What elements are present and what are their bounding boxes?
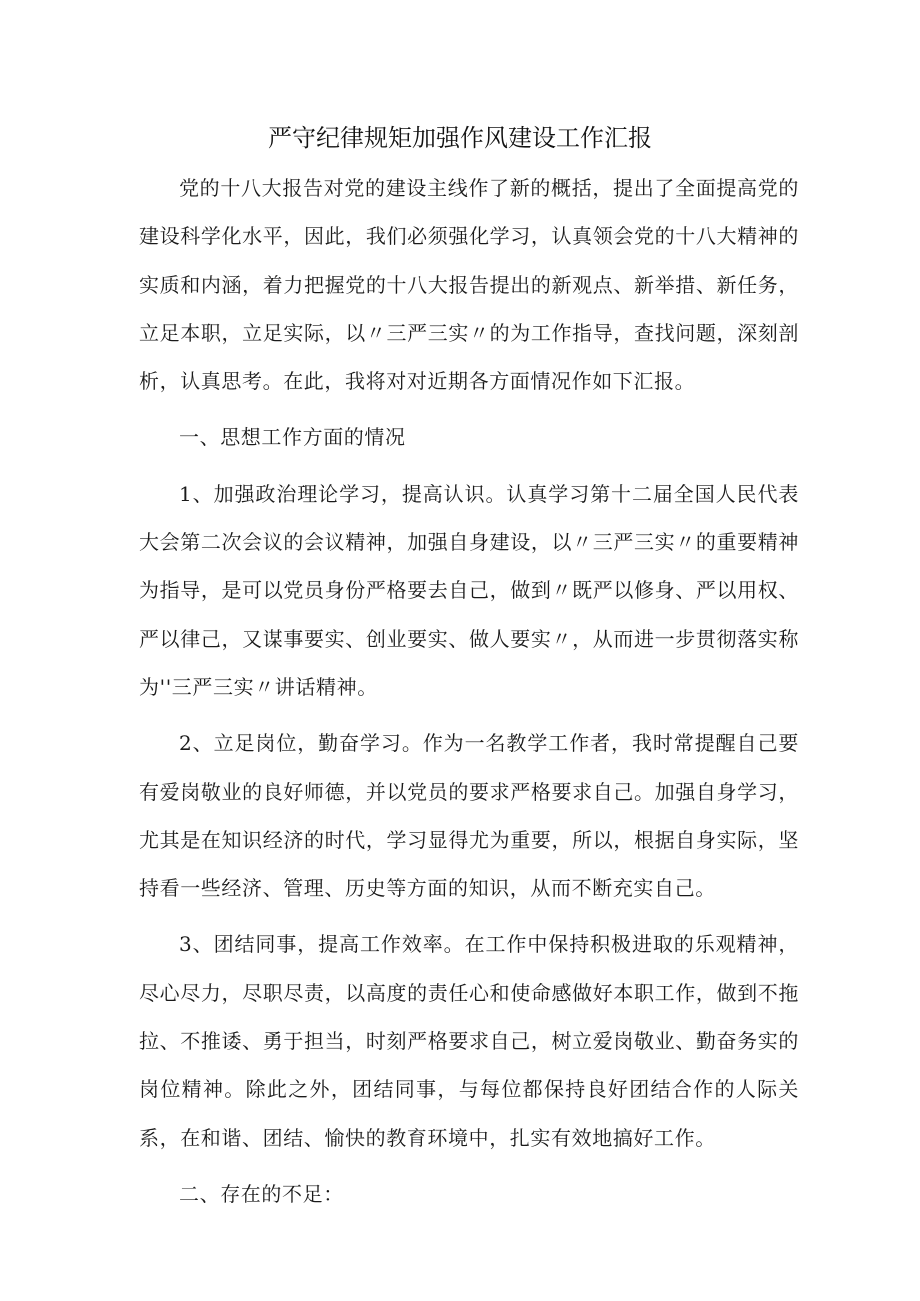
section1-item-1: 1、加强政治理论学习，提高认识。认真学习第十二届全国人民代表大会第二次会议的会议精神，加强自身建设，以〃三严三实〃的重要精神为指导，是可以党员身份严格要去自己，做到〃既严以修身、严以用权、严以律己，又谋事要实、创业要实、做人要实〃，从而进一步贯彻落实称为''三严三实〃讲话精神。 — [139, 481, 799, 699]
intro-paragraph: 党的十八大报告对党的建设主线作了新的概括，提出了全面提高党的建设科学化水平，因此，我们必须强化学习，认真领会党的十八大精神的实质和内涵，着力把握党的十八大报告提出的新观点、新举措、新任务，立足本职，立足实际，以〃三严三实〃的为工作指导，查找问题，深刻剖析，认真思考。在此，我将对对近期各方面情况作如下汇报。 — [139, 176, 799, 394]
document-title: 严守纪律规矩加强作风建设工作汇报 — [268, 124, 652, 152]
document-body — [139, 164, 799, 1218]
section1-item-2: 2、立足岗位，勤奋学习。作为一名教学工作者，我时常提醒自己要有爱岗敬业的良好师德，并以党员的要求严格要求自己。加强自身学习，尤其是在知识经济的时代，学习显得尤为重要，所以，根据自身实际，坚持看一些经济、管理、历史等方面的知识，从而不断充实自己。 — [139, 731, 799, 901]
section1-item-3: 3、团结同事，提高工作效率。在工作中保持积极进取的乐观精神，尽心尽力，尽职尽责，以高度的责任心和使命感做好本职工作，做到不拖拉、不推诿、勇于担当，时刻严格要求自己，树立爱岗敬业、勤奋务实的岗位精神。除此之外，团结同事，与每位都保持良好团结合作的人际关系，在和谐、团结、愉快的教育环境中，扎实有效地搞好工作。 — [139, 932, 799, 1150]
section-heading-shortcomings: 二、存在的不足： — [179, 1181, 344, 1206]
section-heading-thought-work: 一、思想工作方面的情况 — [179, 425, 406, 450]
